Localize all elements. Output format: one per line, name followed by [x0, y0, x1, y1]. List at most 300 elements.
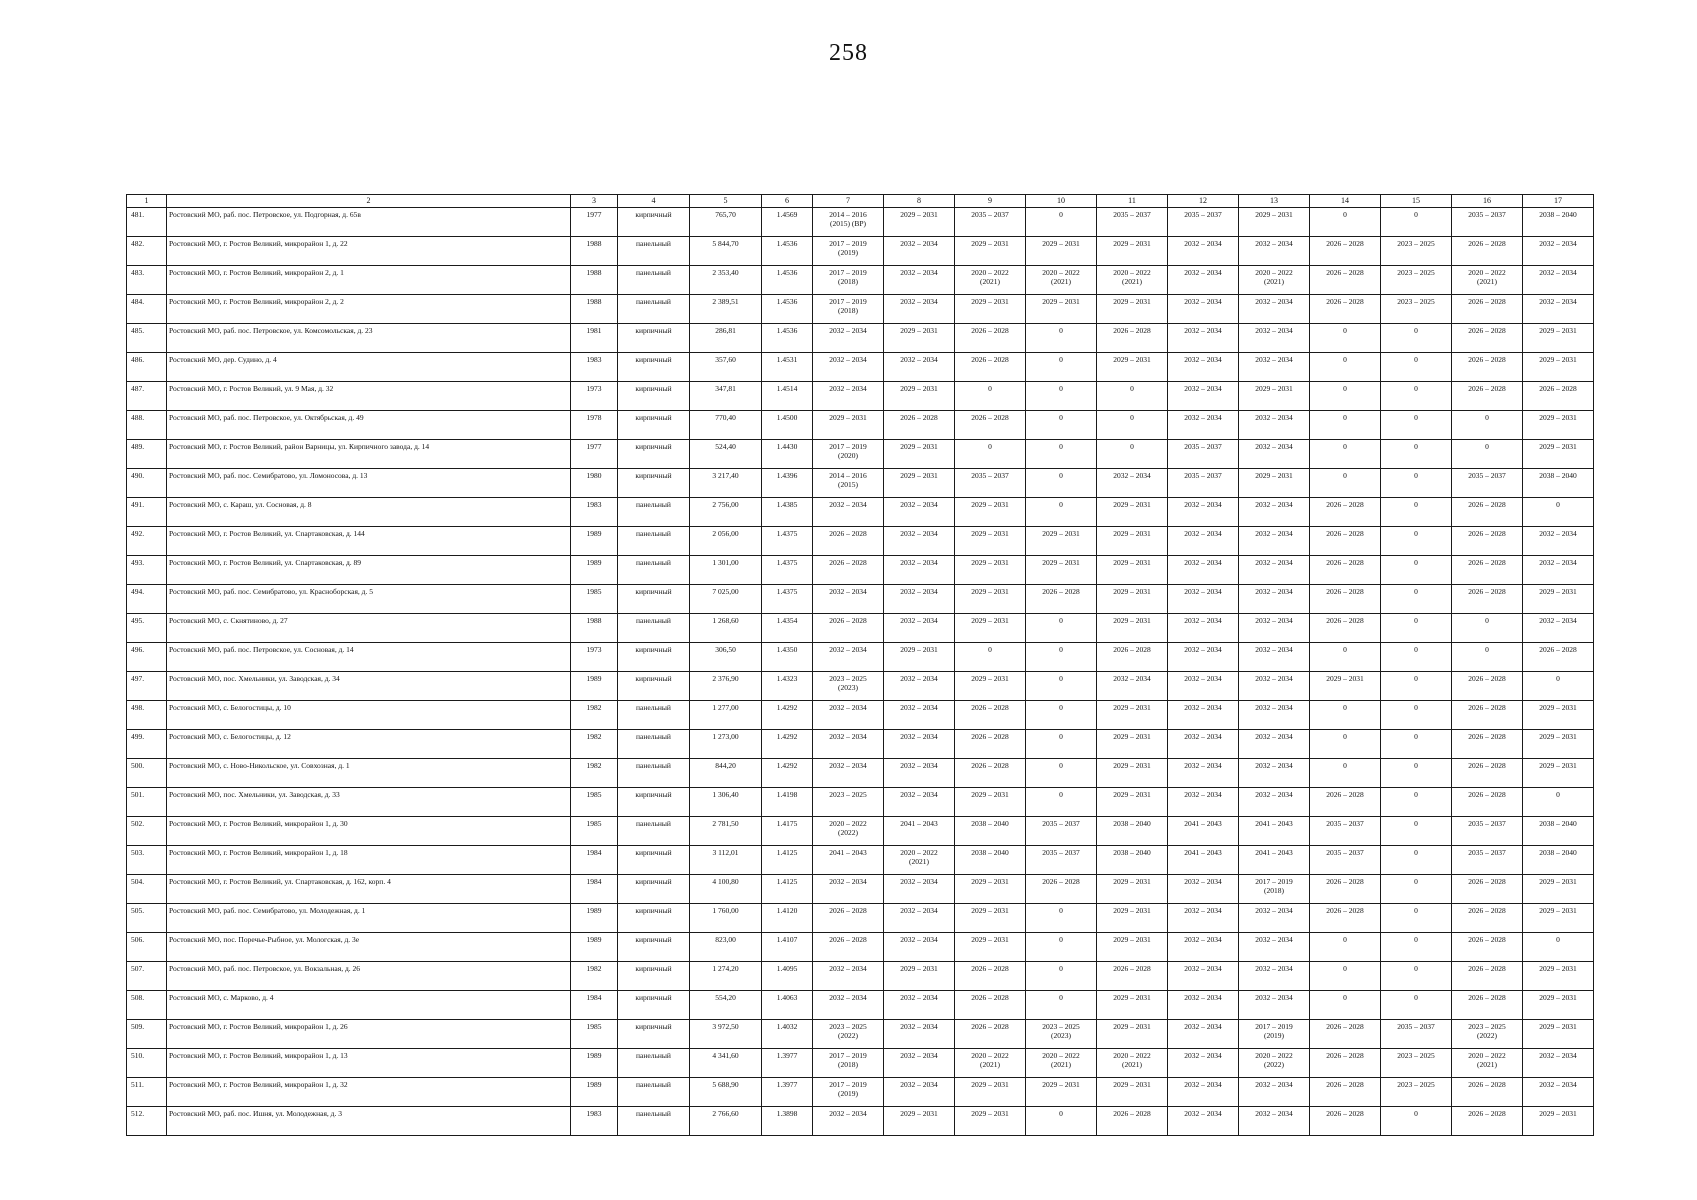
table-cell: 2026 – 2028: [1452, 788, 1523, 817]
row-number-cell: 499.: [127, 730, 167, 759]
table-cell: 1.4063: [762, 991, 813, 1020]
table-cell: 4 341,60: [690, 1049, 762, 1078]
table-cell: 2035 – 2037: [1381, 1020, 1452, 1049]
table-cell: 2038 – 2040: [1523, 208, 1594, 237]
table-row: [127, 440, 1594, 469]
row-number-cell: 487.: [127, 382, 167, 411]
table-cell: 1.4430: [762, 440, 813, 469]
table-cell: 2026 – 2028: [1452, 324, 1523, 353]
table-cell: 0: [1452, 614, 1523, 643]
table-cell: 1 760,00: [690, 904, 762, 933]
table-cell: 2029 – 2031: [1310, 672, 1381, 701]
table-cell: 2032 – 2034: [813, 730, 884, 759]
table-cell: 2032 – 2034: [884, 1020, 955, 1049]
table-cell: 0: [1310, 440, 1381, 469]
table-cell: 2026 – 2028: [1310, 585, 1381, 614]
table-cell: 2029 – 2031: [1097, 585, 1168, 614]
table-cell: 1.4536: [762, 266, 813, 295]
table-cell: 1989: [571, 904, 618, 933]
registry-table: [126, 194, 1594, 1136]
table-cell: 0: [1381, 933, 1452, 962]
table-cell: 2029 – 2031: [955, 672, 1026, 701]
table-cell: 2026 – 2028: [1452, 672, 1523, 701]
table-cell: 2029 – 2031: [1523, 730, 1594, 759]
table-row: [127, 991, 1594, 1020]
table-cell: 306,50: [690, 643, 762, 672]
column-header-2: 2: [167, 195, 571, 208]
row-number-cell: 495.: [127, 614, 167, 643]
row-number-cell: 490.: [127, 469, 167, 498]
table-cell: 2035 – 2037: [1168, 469, 1239, 498]
table-cell: 2020 – 2022 (2021): [955, 1049, 1026, 1078]
table-cell: 1984: [571, 875, 618, 904]
table-cell: 0: [1381, 759, 1452, 788]
table-cell: 0: [1381, 353, 1452, 382]
table-cell: 1988: [571, 295, 618, 324]
table-cell: 2026 – 2028: [1097, 1107, 1168, 1136]
table-cell: 2 376,90: [690, 672, 762, 701]
table-row: [127, 324, 1594, 353]
table-cell: кирпичный: [618, 469, 690, 498]
table-cell: 1983: [571, 498, 618, 527]
table-cell: 1989: [571, 556, 618, 585]
table-cell: 2038 – 2040: [1523, 817, 1594, 846]
table-cell: 0: [1026, 1107, 1097, 1136]
table-cell: 1980: [571, 469, 618, 498]
address-cell: Ростовский МО, раб. пос. Семибратово, ул. Ломоносова, д. 13: [167, 469, 571, 498]
table-cell: 2029 – 2031: [955, 585, 1026, 614]
table-cell: 2029 – 2031: [1523, 585, 1594, 614]
address-cell: Ростовский МО, г. Ростов Великий, микрорайон 2, д. 1: [167, 266, 571, 295]
table-cell: 2032 – 2034: [1239, 730, 1310, 759]
table-cell: 0: [1523, 672, 1594, 701]
table-cell: 2032 – 2034: [1523, 295, 1594, 324]
table-row: [127, 643, 1594, 672]
address-cell: Ростовский МО, раб. пос. Ишня, ул. Молодежная, д. 3: [167, 1107, 571, 1136]
table-row: [127, 875, 1594, 904]
table-cell: 2017 – 2019 (2020): [813, 440, 884, 469]
table-cell: 2032 – 2034: [1168, 672, 1239, 701]
page-number: 258: [829, 40, 868, 66]
row-number-cell: 508.: [127, 991, 167, 1020]
table-cell: 2026 – 2028: [1310, 1078, 1381, 1107]
table-cell: 2032 – 2034: [1523, 614, 1594, 643]
table-cell: 0: [1381, 730, 1452, 759]
table-cell: 1.4032: [762, 1020, 813, 1049]
table-cell: 2032 – 2034: [1168, 237, 1239, 266]
table-cell: 2032 – 2034: [1168, 411, 1239, 440]
table-cell: 1982: [571, 962, 618, 991]
table-cell: 2026 – 2028: [955, 991, 1026, 1020]
address-cell: Ростовский МО, г. Ростов Великий, ул. 9 Мая, д. 32: [167, 382, 571, 411]
table-cell: 0: [1452, 440, 1523, 469]
table-cell: 2038 – 2040: [955, 817, 1026, 846]
table-cell: 2029 – 2031: [1239, 382, 1310, 411]
column-header-7: 7: [813, 195, 884, 208]
table-cell: 2026 – 2028: [1452, 875, 1523, 904]
table-cell: 2032 – 2034: [813, 759, 884, 788]
table-cell: 0: [1381, 585, 1452, 614]
table-cell: 2026 – 2028: [955, 962, 1026, 991]
table-cell: 2032 – 2034: [1168, 701, 1239, 730]
table-cell: 2029 – 2031: [1097, 295, 1168, 324]
table-row: [127, 469, 1594, 498]
table-cell: 1988: [571, 614, 618, 643]
table-cell: 1.4095: [762, 962, 813, 991]
address-cell: Ростовский МО, с. Белогостицы, д. 10: [167, 701, 571, 730]
table-cell: 1982: [571, 730, 618, 759]
table-cell: 0: [1026, 933, 1097, 962]
table-cell: панельный: [618, 817, 690, 846]
table-cell: 2032 – 2034: [1168, 585, 1239, 614]
table-cell: 2 056,00: [690, 527, 762, 556]
table-cell: 0: [1097, 382, 1168, 411]
table-cell: 2041 – 2043: [1168, 846, 1239, 875]
table-cell: 0: [1381, 991, 1452, 1020]
address-cell: Ростовский МО, раб. пос. Петровское, ул. Комсомольская, д. 23: [167, 324, 571, 353]
table-cell: 2032 – 2034: [884, 1078, 955, 1107]
table-cell: 2032 – 2034: [884, 991, 955, 1020]
column-header-12: 12: [1168, 195, 1239, 208]
table-cell: 1978: [571, 411, 618, 440]
table-cell: 2032 – 2034: [1239, 1078, 1310, 1107]
table-cell: 3 972,50: [690, 1020, 762, 1049]
table-cell: 2020 – 2022 (2021): [1452, 266, 1523, 295]
table-cell: 2032 – 2034: [1239, 556, 1310, 585]
table-cell: 347,81: [690, 382, 762, 411]
table-cell: кирпичный: [618, 788, 690, 817]
table-cell: 2032 – 2034: [1239, 904, 1310, 933]
table-cell: 2032 – 2034: [1168, 933, 1239, 962]
table-cell: 2017 – 2019 (2019): [813, 1078, 884, 1107]
table-cell: 2032 – 2034: [884, 353, 955, 382]
table-cell: 2026 – 2028: [1452, 237, 1523, 266]
table-cell: 0: [1097, 411, 1168, 440]
table-cell: 2029 – 2031: [1239, 208, 1310, 237]
address-cell: Ростовский МО, г. Ростов Великий, микрорайон 1, д. 26: [167, 1020, 571, 1049]
table-cell: панельный: [618, 527, 690, 556]
row-number-cell: 489.: [127, 440, 167, 469]
table-cell: 2029 – 2031: [955, 904, 1026, 933]
table-cell: 2032 – 2034: [1239, 295, 1310, 324]
table-cell: 1 268,60: [690, 614, 762, 643]
table-cell: 2032 – 2034: [1239, 962, 1310, 991]
table-cell: 0: [1310, 730, 1381, 759]
table-cell: кирпичный: [618, 411, 690, 440]
table-cell: 2032 – 2034: [1239, 353, 1310, 382]
table-cell: 2020 – 2022 (2022): [1239, 1049, 1310, 1078]
table-row: [127, 701, 1594, 730]
table-cell: 2026 – 2028: [813, 614, 884, 643]
table-cell: 2029 – 2031: [1523, 1020, 1594, 1049]
address-cell: Ростовский МО, г. Ростов Великий, микрорайон 1, д. 18: [167, 846, 571, 875]
row-number-cell: 493.: [127, 556, 167, 585]
table-cell: 1988: [571, 266, 618, 295]
table-cell: 0: [1381, 962, 1452, 991]
table-cell: 0: [1097, 440, 1168, 469]
table-cell: 0: [1310, 991, 1381, 1020]
address-cell: Ростовский МО, г. Ростов Великий, ул. Спартаковская, д. 89: [167, 556, 571, 585]
table-cell: 2020 – 2022 (2021): [1026, 266, 1097, 295]
row-number-cell: 496.: [127, 643, 167, 672]
table-cell: панельный: [618, 266, 690, 295]
table-cell: 1.4531: [762, 353, 813, 382]
address-cell: Ростовский МО, г. Ростов Великий, микрорайон 1, д. 13: [167, 1049, 571, 1078]
table-cell: 0: [1381, 788, 1452, 817]
table-cell: кирпичный: [618, 962, 690, 991]
table-cell: 2035 – 2037: [955, 208, 1026, 237]
table-cell: 2032 – 2034: [1168, 382, 1239, 411]
table-cell: 1 274,20: [690, 962, 762, 991]
table-cell: 2026 – 2028: [955, 730, 1026, 759]
table-cell: 2029 – 2031: [1097, 991, 1168, 1020]
table-cell: 286,81: [690, 324, 762, 353]
table-cell: 554,20: [690, 991, 762, 1020]
table-cell: 2026 – 2028: [955, 353, 1026, 382]
address-cell: Ростовский МО, раб. пос. Петровское, ул. Вокзальная, д. 26: [167, 962, 571, 991]
table-cell: 2029 – 2031: [955, 933, 1026, 962]
table-cell: 2 756,00: [690, 498, 762, 527]
column-header-1: 1: [127, 195, 167, 208]
table-cell: 0: [1381, 208, 1452, 237]
table-row: [127, 527, 1594, 556]
table-row: [127, 817, 1594, 846]
table-cell: 1983: [571, 1107, 618, 1136]
table-cell: 2032 – 2034: [1168, 1020, 1239, 1049]
table-cell: 2023 – 2025 (2023): [813, 672, 884, 701]
table-cell: 1.4354: [762, 614, 813, 643]
table-cell: 2014 – 2016 (2015) (ВР): [813, 208, 884, 237]
address-cell: Ростовский МО, раб. пос. Петровское, ул. Октябрьская, д. 49: [167, 411, 571, 440]
table-cell: панельный: [618, 295, 690, 324]
table-cell: 2032 – 2034: [884, 237, 955, 266]
table-cell: 1.4107: [762, 933, 813, 962]
table-cell: 2023 – 2025 (2022): [813, 1020, 884, 1049]
table-cell: 0: [1310, 353, 1381, 382]
table-cell: 2032 – 2034: [1168, 1049, 1239, 1078]
table-cell: 2032 – 2034: [884, 701, 955, 730]
table-cell: 0: [1523, 933, 1594, 962]
row-number-cell: 488.: [127, 411, 167, 440]
table-cell: 0: [1026, 440, 1097, 469]
table-cell: 2032 – 2034: [884, 266, 955, 295]
column-header-3: 3: [571, 195, 618, 208]
table-cell: 2032 – 2034: [884, 788, 955, 817]
table-cell: 2035 – 2037: [1026, 817, 1097, 846]
table-cell: 2026 – 2028: [813, 556, 884, 585]
table-cell: 2029 – 2031: [1097, 614, 1168, 643]
table-cell: 2032 – 2034: [1239, 237, 1310, 266]
table-cell: 1985: [571, 817, 618, 846]
table-cell: панельный: [618, 237, 690, 266]
table-cell: 0: [1381, 440, 1452, 469]
address-cell: Ростовский МО, г. Ростов Великий, ул. Спартаковская, д. 144: [167, 527, 571, 556]
table-cell: 2032 – 2034: [884, 875, 955, 904]
table-cell: 2032 – 2034: [884, 672, 955, 701]
table-cell: 2026 – 2028: [1310, 788, 1381, 817]
table-cell: 1977: [571, 440, 618, 469]
table-cell: 2026 – 2028: [813, 933, 884, 962]
table-cell: 2023 – 2025 (2022): [1452, 1020, 1523, 1049]
table-cell: 2017 – 2019 (2018): [813, 266, 884, 295]
table-cell: 0: [1381, 324, 1452, 353]
table-cell: 2032 – 2034: [1168, 1078, 1239, 1107]
table-cell: 2032 – 2034: [1239, 672, 1310, 701]
table-cell: 2041 – 2043: [1168, 817, 1239, 846]
table-cell: 2026 – 2028: [1097, 962, 1168, 991]
table-cell: 0: [1026, 353, 1097, 382]
table-cell: 2029 – 2031: [1097, 353, 1168, 382]
address-cell: Ростовский МО, с. Караш, ул. Сосновая, д. 8: [167, 498, 571, 527]
table-cell: 2029 – 2031: [955, 875, 1026, 904]
table-row: [127, 295, 1594, 324]
row-number-cell: 483.: [127, 266, 167, 295]
table-cell: 2032 – 2034: [813, 991, 884, 1020]
table-cell: 0: [1026, 759, 1097, 788]
table-cell: 2029 – 2031: [1097, 701, 1168, 730]
table-cell: 0: [1310, 933, 1381, 962]
table-row: [127, 962, 1594, 991]
table-cell: 2032 – 2034: [813, 498, 884, 527]
table-cell: 2017 – 2019 (2019): [1239, 1020, 1310, 1049]
table-cell: 2026 – 2028: [1452, 585, 1523, 614]
row-number-cell: 481.: [127, 208, 167, 237]
table-cell: 2029 – 2031: [884, 1107, 955, 1136]
table-row: [127, 498, 1594, 527]
table-cell: 2032 – 2034: [1168, 759, 1239, 788]
table-cell: 2032 – 2034: [1239, 585, 1310, 614]
table-cell: 2029 – 2031: [955, 1107, 1026, 1136]
table-cell: 2029 – 2031: [884, 208, 955, 237]
table-cell: 2029 – 2031: [1523, 324, 1594, 353]
table-cell: 2026 – 2028: [1452, 1107, 1523, 1136]
column-header-9: 9: [955, 195, 1026, 208]
table-cell: 2032 – 2034: [1239, 701, 1310, 730]
table-cell: 2026 – 2028: [1310, 1107, 1381, 1136]
table-cell: 0: [1026, 991, 1097, 1020]
table-cell: 2029 – 2031: [1097, 759, 1168, 788]
table-cell: 2032 – 2034: [1239, 324, 1310, 353]
table-cell: 2032 – 2034: [1239, 933, 1310, 962]
table-cell: 2026 – 2028: [1310, 237, 1381, 266]
table-cell: 2032 – 2034: [884, 295, 955, 324]
table-cell: 2029 – 2031: [1097, 730, 1168, 759]
table-cell: 0: [1310, 208, 1381, 237]
column-header-8: 8: [884, 195, 955, 208]
table-cell: 2026 – 2028: [955, 324, 1026, 353]
table-cell: 0: [1310, 469, 1381, 498]
row-number-cell: 501.: [127, 788, 167, 817]
column-header-16: 16: [1452, 195, 1523, 208]
table-cell: 823,00: [690, 933, 762, 962]
table-cell: 2026 – 2028: [1452, 498, 1523, 527]
table-cell: 524,40: [690, 440, 762, 469]
address-cell: Ростовский МО, с. Скнятиново, д. 27: [167, 614, 571, 643]
row-number-cell: 502.: [127, 817, 167, 846]
table-cell: 2032 – 2034: [1168, 643, 1239, 672]
table-cell: 2032 – 2034: [1168, 1107, 1239, 1136]
table-cell: 2029 – 2031: [1523, 411, 1594, 440]
table-row: [127, 1049, 1594, 1078]
table-cell: 2038 – 2040: [955, 846, 1026, 875]
table-cell: 2026 – 2028: [1452, 353, 1523, 382]
table-cell: 1.4292: [762, 730, 813, 759]
table-header: [127, 195, 1594, 208]
table-cell: 2029 – 2031: [1026, 295, 1097, 324]
table-cell: 2029 – 2031: [1026, 1078, 1097, 1107]
table-cell: 2032 – 2034: [1239, 527, 1310, 556]
table-row: [127, 556, 1594, 585]
table-row: [127, 614, 1594, 643]
address-cell: Ростовский МО, раб. пос. Петровское, ул. Сосновая, д. 14: [167, 643, 571, 672]
row-number-cell: 485.: [127, 324, 167, 353]
table-cell: 1985: [571, 585, 618, 614]
table-cell: 0: [1381, 846, 1452, 875]
table-cell: 2032 – 2034: [1239, 759, 1310, 788]
address-cell: Ростовский МО, г. Ростов Великий, микрорайон 1, д. 22: [167, 237, 571, 266]
table-cell: 2032 – 2034: [1239, 1107, 1310, 1136]
table-cell: 2029 – 2031: [1523, 759, 1594, 788]
table-cell: кирпичный: [618, 875, 690, 904]
table-cell: 0: [1026, 498, 1097, 527]
table-cell: 2032 – 2034: [1523, 556, 1594, 585]
address-cell: Ростовский МО, пос. Хмельники, ул. Заводская, д. 33: [167, 788, 571, 817]
table-cell: 2029 – 2031: [1097, 875, 1168, 904]
row-number-cell: 506.: [127, 933, 167, 962]
row-number-cell: 509.: [127, 1020, 167, 1049]
table-row: [127, 411, 1594, 440]
table-cell: 2032 – 2034: [1097, 672, 1168, 701]
table-cell: 2035 – 2037: [1310, 817, 1381, 846]
row-number-cell: 500.: [127, 759, 167, 788]
table-cell: 2026 – 2028: [955, 1020, 1026, 1049]
row-number-cell: 492.: [127, 527, 167, 556]
table-cell: 2026 – 2028: [955, 701, 1026, 730]
table-cell: 2032 – 2034: [1168, 875, 1239, 904]
table-cell: 2029 – 2031: [884, 962, 955, 991]
table-row: [127, 1020, 1594, 1049]
table-cell: 2038 – 2040: [1523, 469, 1594, 498]
table-row: [127, 208, 1594, 237]
table-cell: 0: [1310, 759, 1381, 788]
table-cell: 2029 – 2031: [955, 498, 1026, 527]
column-header-13: 13: [1239, 195, 1310, 208]
table-cell: 2032 – 2034: [813, 324, 884, 353]
table-cell: 2032 – 2034: [1239, 411, 1310, 440]
table-cell: 2032 – 2034: [1168, 614, 1239, 643]
column-header-5: 5: [690, 195, 762, 208]
table-cell: 0: [1381, 382, 1452, 411]
table-cell: 2032 – 2034: [813, 382, 884, 411]
table-cell: 2020 – 2022 (2021): [884, 846, 955, 875]
table-cell: 2032 – 2034: [884, 759, 955, 788]
table-cell: 0: [1026, 788, 1097, 817]
table-cell: 2020 – 2022 (2021): [1452, 1049, 1523, 1078]
table-cell: 2032 – 2034: [884, 527, 955, 556]
table-cell: 2026 – 2028: [1310, 498, 1381, 527]
table-cell: 0: [1523, 498, 1594, 527]
table-cell: 2032 – 2034: [884, 556, 955, 585]
table-cell: 2029 – 2031: [1523, 701, 1594, 730]
table-cell: панельный: [618, 556, 690, 585]
table-cell: 2029 – 2031: [1523, 1107, 1594, 1136]
table-cell: 2032 – 2034: [1168, 962, 1239, 991]
table-cell: 2032 – 2034: [884, 904, 955, 933]
address-cell: Ростовский МО, г. Ростов Великий, ул. Спартаковская, д. 162, корп. 4: [167, 875, 571, 904]
table-cell: 2017 – 2019 (2019): [813, 237, 884, 266]
table-cell: 2032 – 2034: [884, 585, 955, 614]
table-cell: 2029 – 2031: [955, 788, 1026, 817]
